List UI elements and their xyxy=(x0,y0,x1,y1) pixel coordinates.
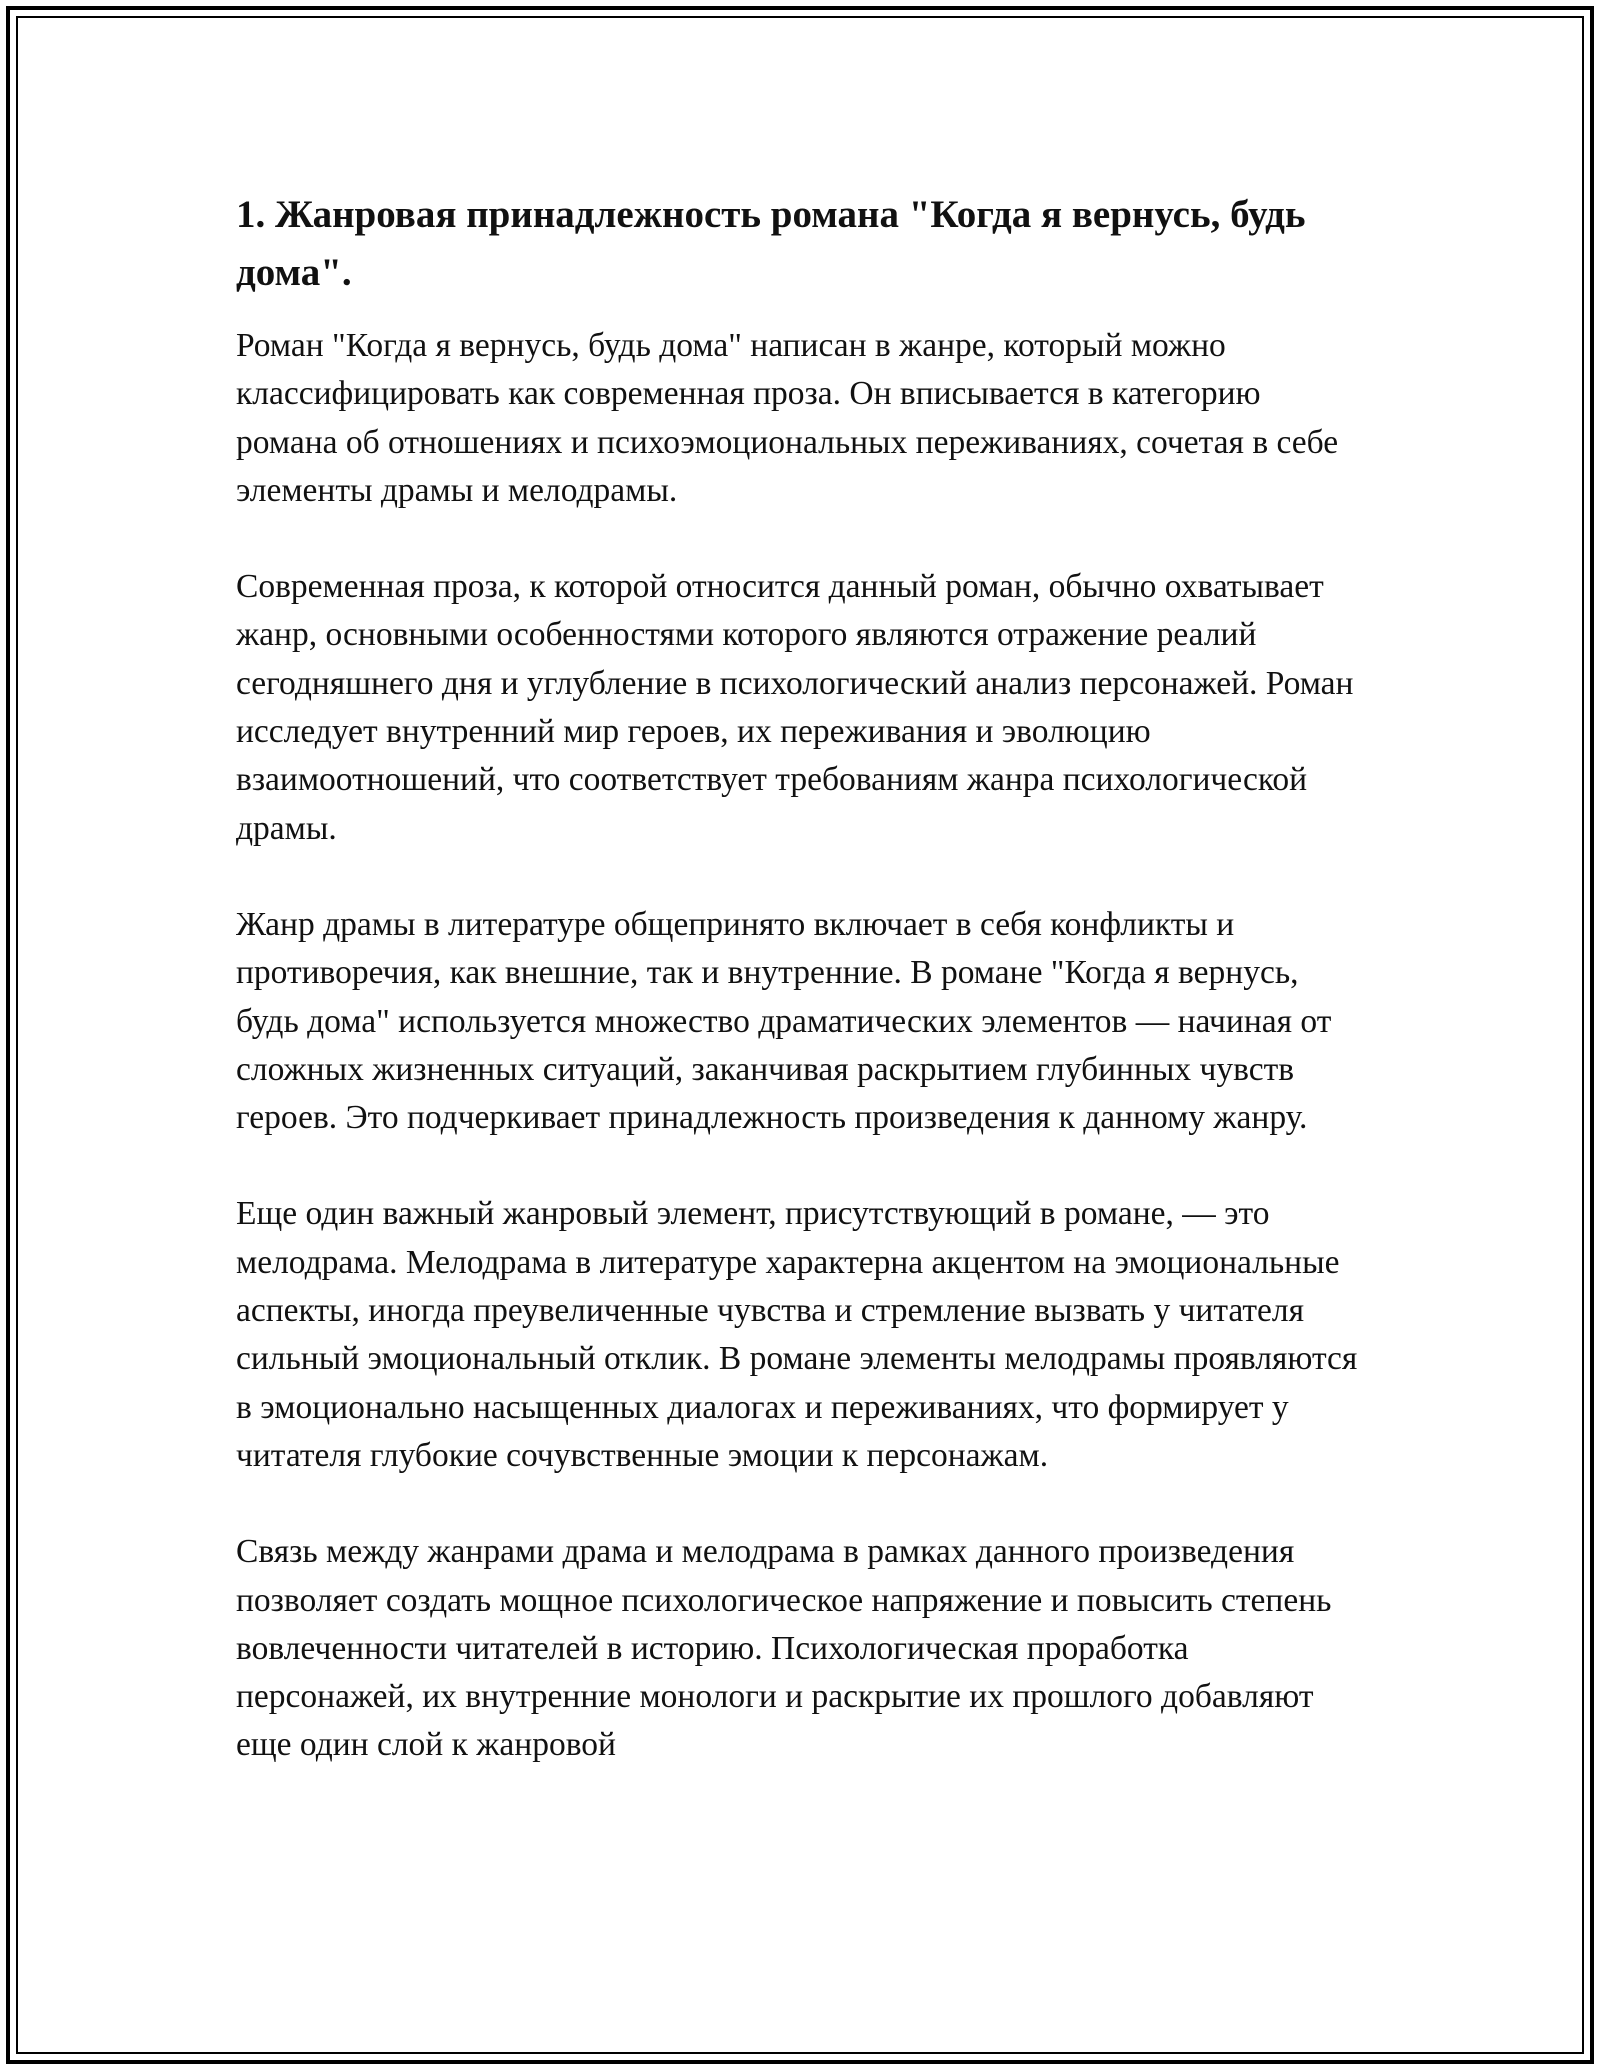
paragraph-4: Еще один важный жанровый элемент, присутствующий в романе, — это мелодрама. Мелодрама в литературе характерна акцентом на эмоциональные аспекты, иногда преувеличенные чувства и стремление вызвать у читателя сильный эмоциональный отклик. В романе элементы мелодрамы проявляются в эмоционально насыщенных диалогах и переживаниях, что формирует у читателя глубокие сочувственные эмоции к персонажам. xyxy=(236,1195,1358,1474)
paragraph-5: Связь между жанрами драма и мелодрама в рамках данного произведения позволяет создать мощное психологическое напряжение и повысить степень вовлеченности читателей в историю. Психологическая проработка персонажей, их внутренние монологи и раскрытие их прошлого добавляют еще один слой к жанровой xyxy=(236,1533,1332,1764)
paragraph-1: Роман "Когда я вернусь, будь дома" написан в жанре, который можно классифицировать как современная проза. Он вписывается в категорию романа об отношениях и психоэмоциональных переживаниях, сочетая в себе элементы драмы и мелодрамы. xyxy=(236,327,1339,509)
paragraph-2: Современная проза, к которой относится данный роман, обычно охватывает жанр, основными особенностями которого являются отражение реалий сегодняшнего дня и углубление в психологический анализ персонажей. Роман исследует внутренний мир героев, их переживания и эволюцию взаимоотношений, что соответствует требованиям жанра психологической драмы. xyxy=(236,568,1354,847)
document-body xyxy=(236,186,1366,1818)
paragraph-3: Жанр драмы в литературе общепринято включает в себя конфликты и противоречия, как внешние, так и внутренние. В романе "Когда я вернусь, будь дома" используется множество драматических элементов — начиная от сложных жизненных ситуаций, заканчивая раскрытием глубинных чувств героев. Это подчеркивает принадлежность произведения к данному жанру. xyxy=(236,905,1332,1137)
document-title: 1. Жанровая принадлежность романа "Когда я вернусь, будь дома". xyxy=(236,193,1306,294)
